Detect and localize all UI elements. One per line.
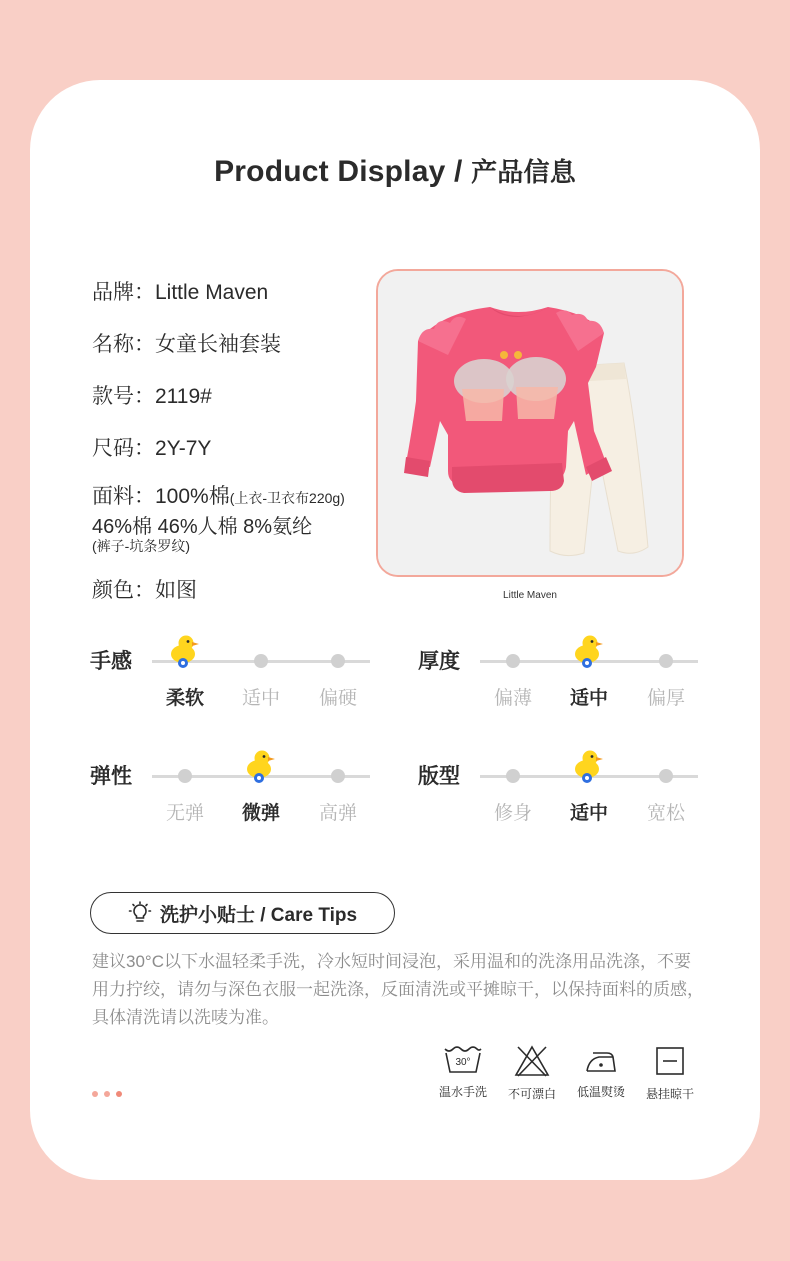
- duck-icon: [572, 633, 606, 669]
- scale-dot: [659, 769, 673, 783]
- scale-label: 厚度: [418, 650, 460, 673]
- lightbulb-icon: [128, 901, 152, 925]
- care-hand-wash: 30° 温水手洗: [428, 1045, 498, 1100]
- product-photo: [376, 269, 684, 577]
- scale-marker: [168, 633, 202, 669]
- scale-thickness: [418, 645, 718, 725]
- care-hang-dry: 悬挂晾干: [635, 1045, 705, 1102]
- no-bleach-icon: [514, 1045, 550, 1077]
- scale-feel: [90, 645, 390, 725]
- scale-option: 偏硬: [318, 688, 357, 709]
- scale-dot: [506, 654, 520, 668]
- spec-model: 款号：2119#: [92, 385, 212, 408]
- hang-dry-icon: [654, 1045, 686, 1077]
- spec-brand: 品牌：Little Maven: [92, 281, 269, 304]
- spec-fabric-line2: 46%棉 46%人棉 8%氨纶: [92, 516, 313, 538]
- scale-option: 偏薄: [493, 688, 532, 709]
- scale-marker: [572, 748, 606, 784]
- duck-icon: [244, 748, 278, 784]
- scale-option: 高弹: [318, 803, 357, 824]
- page-title: Product Display / 产品信息: [214, 155, 576, 188]
- scale-option: 无弹: [165, 803, 204, 824]
- product-illustration: [378, 271, 682, 575]
- care-tips-pill: 洗护小贴士 / Care Tips: [90, 892, 395, 934]
- duck-icon: [168, 633, 202, 669]
- scale-option: 微弹: [241, 803, 280, 824]
- svg-text:30°: 30°: [455, 1057, 471, 1068]
- scale-label: 弹性: [90, 765, 132, 788]
- scale-dot: [331, 769, 345, 783]
- spec-fabric: 面料：100%棉(上衣-卫衣布220g): [92, 485, 345, 508]
- scale-option: 适中: [569, 803, 608, 824]
- duck-icon: [572, 748, 606, 784]
- spec-name: 名称：女童长袖套装: [92, 333, 281, 356]
- scale-dot: [254, 654, 268, 668]
- scale-option: 偏厚: [646, 688, 685, 709]
- scale-option: 柔软: [165, 688, 204, 709]
- scale-dot: [178, 769, 192, 783]
- scale-label: 版型: [418, 765, 460, 788]
- scale-option: 修身: [493, 803, 532, 824]
- spec-fabric-line3: (裤子-坑条罗纹): [92, 538, 190, 554]
- spec-size: 尺码：2Y-7Y: [92, 437, 212, 460]
- scale-option: 适中: [241, 688, 280, 709]
- spec-color: 颜色：如图: [92, 579, 197, 602]
- scale-dot: [506, 769, 520, 783]
- care-low-iron: 低温熨烫: [566, 1045, 636, 1100]
- hand-wash-icon: [443, 1045, 483, 1075]
- photo-caption: Little Maven: [503, 590, 557, 601]
- care-no-bleach: 不可漂白: [497, 1045, 567, 1102]
- scale-label: 手感: [90, 650, 132, 673]
- low-iron-icon: [581, 1045, 621, 1075]
- pagination-dots: [92, 1091, 122, 1097]
- scale-fit: [418, 760, 718, 840]
- care-tips-text: 建议30°C以下水温轻柔手洗，冷水短时间浸泡，采用温和的洗涤用品洗涤，不要用力拧绞，请勿与深色衣服一起洗涤，反面清洗或平摊晾干，以保持面料的质感，具体清洗请以洗唛为准。: [92, 952, 704, 1027]
- scale-marker: [244, 748, 278, 784]
- scale-option: 宽松: [646, 803, 685, 824]
- scale-marker: [572, 633, 606, 669]
- scale-dot: [331, 654, 345, 668]
- scale-elasticity: [90, 760, 390, 840]
- scale-dot: [659, 654, 673, 668]
- scale-option: 适中: [569, 688, 608, 709]
